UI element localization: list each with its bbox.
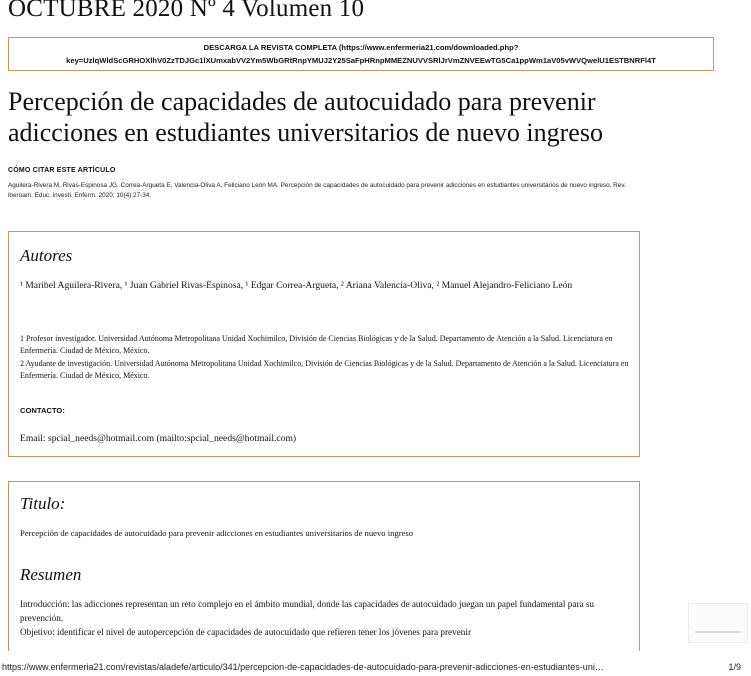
footer-url: https://www.enfermeria21.com/revistas/aladefe/articulo/341/percepcion-de-capacidades-de-autocuidado-para-prevenir-adicciones-en-estudiantes-uni… — [2, 662, 604, 672]
abstract-heading: Resumen — [20, 565, 82, 584]
download-link-line-2[interactable]: key=UzlqWldScGRHOXlhV0ZzTDJGc1lXUmxabVV2Ym5WbGRtRnpYMUJ2Y25SaFpHRnpMMEZNUVVSRlJrVmZNVEEwTG5Ca1ppWm1aV05vWVQwelU1ESTBNRFl4T — [66, 56, 656, 65]
ad-thumbnail-line — [695, 631, 741, 633]
contact-email-link[interactable]: Email: spcial_needs@hotmail.com (mailto:spcial_needs@hotmail.com) — [20, 433, 297, 444]
citation-text: Aguilera-Rivera M, Rivas-Espinosa JG, Correa-Argueta E, Valencia-Oliva A, Feliciano León MA. Percepción de capacidades de autocuidado para prevenir adicciones en estudiantes universitarios de nuevo ingreso. Rev. iberoam. Educ. investi. Enferm. 2020; 10(4):27-34. — [8, 182, 626, 199]
ad-thumbnail — [688, 603, 748, 643]
affiliation-1: 1 Profesor investigador. Universidad Autónoma Metropolitana Unidad Xochimilco, División de Ciencias Biológicas y de la Salud. Departamento de Atención a la Salud. Licenciatura en Enfermería. Ciudad de México, México. — [20, 334, 613, 355]
citation-heading: CÓMO CITAR ESTE ARTÍCULO — [8, 167, 116, 174]
abstract-objective: Objetivo: identificar el nivel de autopercepción de capacidades de autocuidado que refieren tener los jóvenes para prevenir — [20, 627, 472, 637]
title-section-text: Percepción de capacidades de autocuidado para prevenir adicciones en estudiantes universitarios de nuevo ingreso — [20, 528, 414, 538]
contact-heading: CONTACTO: — [20, 406, 65, 415]
authors-box — [8, 231, 640, 457]
authors-heading: Autores — [20, 246, 73, 265]
download-link-line-1[interactable]: DESCARGA LA REVISTA COMPLETA (https://www.enfermeria21.com/downloaded.php? — [203, 43, 519, 52]
title-abstract-box — [8, 481, 640, 651]
download-full-issue-link[interactable] — [8, 37, 714, 71]
title-section-heading: Titulo: — [20, 494, 66, 513]
abstract-introduction: Introducción: las adicciones representan un reto complejo en el ámbito mundial, donde las capacidades de autocuidado juegan un papel fundamental para su prevención. — [20, 599, 595, 623]
affiliation-2: 2 Ayudante de investigación. Universidad Autónoma Metropolitana Unidad Xochimilco, División de Ciencias Biológicas y de la Salud. Departamento de Atención a la Salud. Licenciatura en Enfermería. Ciudad de México, México. — [20, 359, 629, 380]
issue-header: OCTUBRE 2020 Nº 4 Volumen 10 — [8, 0, 365, 22]
article-title: Percepción de capacidades de autocuidado para prevenir adicciones en estudiantes universitarios de nuevo ingreso — [8, 87, 603, 147]
footer-page-number: 1/9 — [728, 662, 741, 672]
print-footer — [0, 658, 751, 676]
authors-names: ¹ Maribel Aguilera-Rivera, ¹ Juan Gabriel Rivas-Espinosa, ¹ Edgar Correa-Argueta, ² Ariana Valencia-Oliva, ² Manuel Alejandro-Feliciano León — [20, 280, 573, 291]
